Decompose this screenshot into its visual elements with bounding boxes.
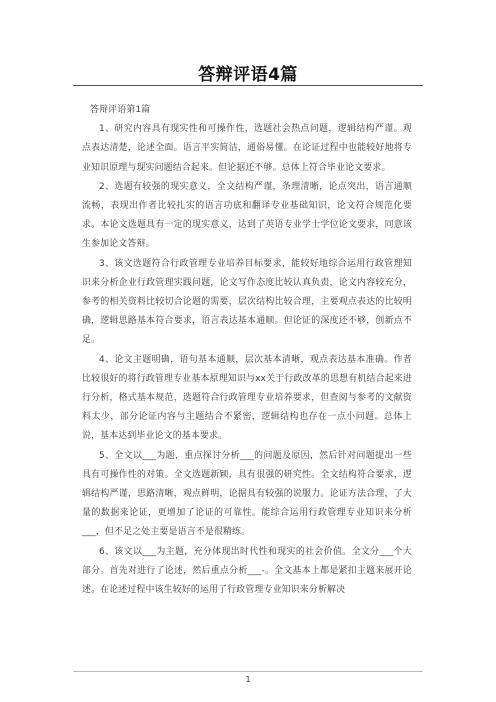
paragraph-4: 4、论文主题明确，语句基本通顺，层次基本清晰，观点表达基本准确。作者比较很好的将行政管理专业基本原理知识与xx关于行政改革的思想有机结合起来进行分析，格式基本规范，选题符合行政管理专业培养要求，但查阅与参考的文献资料太少，部分论证内容与主题结合不紧密，逻辑结构也存在一点小问题。总体上说，基本达到毕业论文的基本要求。 xyxy=(82,354,412,442)
paragraph-6: 6、该文以___为主题，充分体现出时代性和现实的社会价值。全文分___个大部分。首先对进行了论述，然后重点分析___-。全文基本上都是紧扣主题来展开论述。在论述过程中该生较好的运用了行政管理专业知识来分析解决 xyxy=(82,546,412,596)
paragraph-5: 5、全文以___为题，重点探讨分析___的问题及原因，然后针对问题提出一些具有可操作性的对策。全文选题新颖，具有很强的研究性。全文结构符合要求，逻辑结构严谨，思路清晰，观点鲜明，论据具有较强的说服力。论证方法合理，了大量的数据来论证，更增加了论证的可靠性。能综合运用行政管理专业知识来分析___，但不足之处主要是语言不是很精练。 xyxy=(82,450,412,538)
title-divider xyxy=(73,85,423,86)
paragraph-1: 1、研究内容具有现实性和可操作性，选题社会热点问题，逻辑结构严谨。观点表达清楚，论述全面。语言平实简洁，通俗易懂。在论证过程中也能较好地将专业知识原理与现实问题结合起来。但论据还不够。总体上符合毕业论文要求。 xyxy=(82,124,412,173)
paragraph-3: 3、该文选题符合行政管理专业培养目标要求，能较好地综合运用行政管理知识来分析企业行政管理实践问题，论文写作态度比较认真负责，论文内容较充分，参考的相关资料比较切合论题的需要，层次结构比较合理，主要观点表达的比较明确，逻辑思路基本符合要求，语言表达基本通顺。但论证的深度还不够，创新点不足。 xyxy=(82,258,412,346)
footer-divider xyxy=(73,671,423,672)
page-number: 1 xyxy=(245,675,251,684)
paragraph-2: 2、选题有较强的现实意义，全文结构严谨，条理清晰，论点突出，语言通顺流畅，表现出作者比较扎实的语言功底和翻译专业基础知识，论文符合规范化要求。本论文选题具有一定的现实意义，达到了英语专业学士学位论文要求，同意该生参加论文答辩。 xyxy=(82,181,412,250)
section-subheading: 答辩评语第1篇 xyxy=(90,105,151,115)
document-title: 答辩评语4篇 xyxy=(198,65,298,85)
document-body xyxy=(82,101,412,600)
